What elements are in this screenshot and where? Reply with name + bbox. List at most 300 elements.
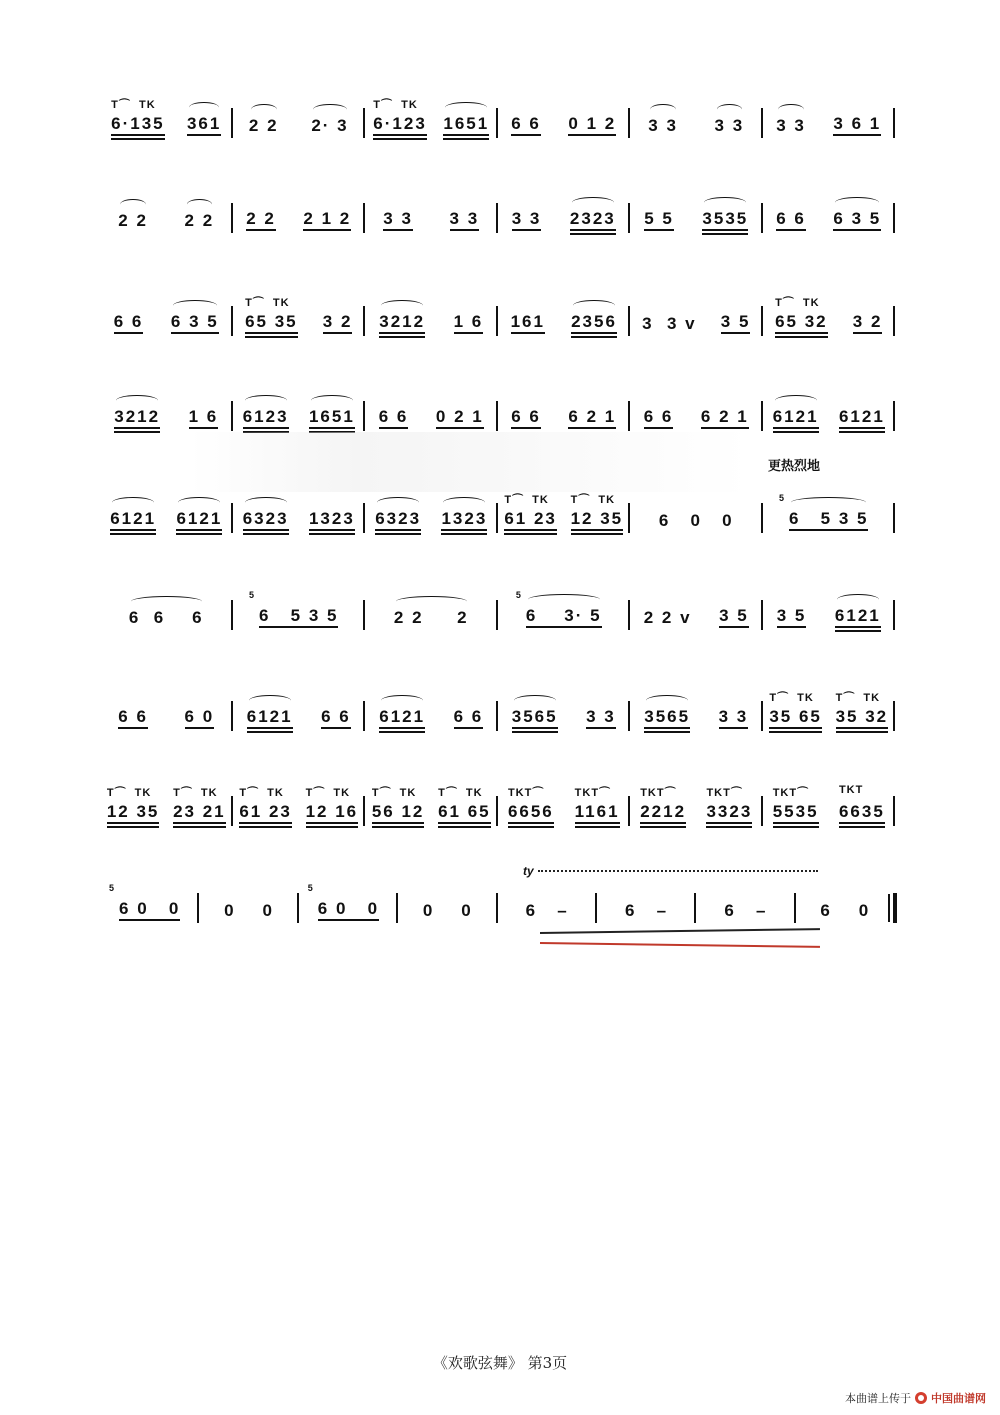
note-group xyxy=(574,787,620,824)
grace-note: 5 xyxy=(779,493,785,503)
note-group xyxy=(515,590,602,628)
site-logo-icon xyxy=(915,1392,927,1404)
slur-arc xyxy=(189,102,219,113)
slur-arc xyxy=(112,497,154,508)
note-digits: 3 3 xyxy=(776,116,806,135)
note-group xyxy=(245,297,298,334)
note-digits: 6121 xyxy=(839,407,885,429)
note-group xyxy=(173,787,226,824)
measure xyxy=(100,495,233,539)
note-group xyxy=(640,787,687,824)
note-group xyxy=(423,901,473,921)
trill-label: ty xyxy=(523,864,534,878)
barline xyxy=(893,306,895,336)
note-group xyxy=(247,707,293,729)
note-digits: 6 0 0 xyxy=(318,899,379,921)
note-group xyxy=(246,209,276,231)
measure xyxy=(100,298,233,342)
note-digits: 5535 xyxy=(773,802,819,824)
grace-note: 5 xyxy=(515,590,521,600)
measure xyxy=(630,298,763,342)
note-digits: 6 0 0 xyxy=(119,899,180,921)
barline xyxy=(893,203,895,233)
measure xyxy=(630,788,763,832)
note-digits: 6 3 5 xyxy=(171,312,219,334)
note-group xyxy=(187,114,221,136)
tonguing-mark: T⌒ TK xyxy=(373,99,418,111)
note-digits: 12 35 xyxy=(107,802,160,824)
note-digits: 6 6 xyxy=(379,407,409,429)
note-digits: 3 3 xyxy=(450,209,480,231)
measure xyxy=(763,393,896,437)
note-group xyxy=(305,787,359,824)
note-group xyxy=(224,901,274,921)
note-digits: 3 3 xyxy=(648,116,678,135)
note-digits: 6123 xyxy=(243,407,289,429)
note-digits: 3 5 xyxy=(777,606,807,628)
note-group xyxy=(820,901,870,921)
note-group xyxy=(114,407,160,429)
note-digits: 2 2 2 xyxy=(393,608,469,627)
grace-note: 5 xyxy=(307,883,313,893)
note-group xyxy=(779,493,869,531)
note-group xyxy=(724,901,767,921)
note-digits: 6 – xyxy=(625,901,669,920)
note-group xyxy=(526,901,569,921)
barline xyxy=(893,893,897,923)
note-group xyxy=(114,312,144,334)
note-digits: 3 3 v xyxy=(642,314,697,333)
barline xyxy=(893,701,895,731)
note-group xyxy=(243,509,289,531)
measure xyxy=(597,885,696,929)
note-group xyxy=(625,901,668,921)
tonguing-mark: T⌒ TK xyxy=(245,297,290,309)
tonguing-mark: T⌒ TK xyxy=(111,99,156,111)
note-group xyxy=(373,99,427,136)
note-digits: 6 3· 5 xyxy=(526,606,602,628)
measure xyxy=(100,393,233,437)
measure xyxy=(233,788,366,832)
note-group xyxy=(659,511,734,531)
score-line xyxy=(100,100,895,144)
note-digits: 6635 xyxy=(839,802,885,824)
slur-arc xyxy=(443,497,485,508)
tonguing-mark: T⌒ TK xyxy=(570,494,616,506)
measure xyxy=(233,393,366,437)
slur-arc xyxy=(445,102,487,113)
slur-arc xyxy=(717,104,743,115)
note-digits: 6121 xyxy=(247,707,293,729)
note-group xyxy=(644,209,674,231)
note-digits: 6 6 xyxy=(114,312,144,334)
note-group xyxy=(568,114,616,136)
tonguing-mark: T⌒ TK xyxy=(239,787,284,799)
score-line xyxy=(100,393,895,437)
note-digits: 3323 xyxy=(706,802,752,824)
note-group xyxy=(185,211,215,231)
note-digits: 65 35 xyxy=(245,312,298,334)
note-digits: 6 6 6 xyxy=(128,608,204,627)
slur-arc xyxy=(313,104,346,115)
measure xyxy=(498,393,631,437)
note-group xyxy=(702,209,748,231)
note-group xyxy=(833,114,881,136)
note-digits: 6 0 0 xyxy=(658,511,734,530)
score-line xyxy=(100,495,895,539)
measure xyxy=(498,885,597,929)
note-group xyxy=(706,787,753,824)
tonguing-mark: T⌒ TK xyxy=(438,787,483,799)
note-group xyxy=(511,114,541,136)
note-group xyxy=(118,211,148,231)
slur-arc xyxy=(245,395,287,406)
note-group xyxy=(379,707,425,729)
score-line xyxy=(100,784,895,832)
note-digits: 6121 xyxy=(110,509,156,531)
tonguing-mark: TKT⌒ xyxy=(640,787,677,799)
note-group xyxy=(644,407,674,429)
note-digits: 6 6 xyxy=(511,407,541,429)
measure xyxy=(498,693,631,737)
measure xyxy=(365,100,498,144)
note-digits: 6·123 xyxy=(373,114,426,136)
note-group xyxy=(719,707,749,729)
slur-arc xyxy=(514,695,556,706)
note-group xyxy=(586,707,616,729)
measure xyxy=(365,298,498,342)
slur-arc xyxy=(396,596,467,607)
page-footer-title: 《欢歌弦舞》 第3页 xyxy=(432,1354,568,1372)
note-group xyxy=(776,209,806,231)
note-group xyxy=(644,707,690,729)
slur-arc xyxy=(650,104,676,115)
note-group xyxy=(512,707,558,729)
tonguing-mark: T⌒ TK xyxy=(305,787,351,799)
measure xyxy=(299,885,398,929)
slur-arc xyxy=(377,497,419,508)
score-line xyxy=(100,693,895,737)
note-group xyxy=(644,608,692,628)
measure xyxy=(696,885,795,929)
note-group xyxy=(176,509,222,531)
note-group xyxy=(776,116,806,136)
barline xyxy=(893,600,895,630)
measure xyxy=(233,495,366,539)
barline xyxy=(893,401,895,431)
measure xyxy=(630,495,763,539)
slur-arc xyxy=(251,104,277,115)
note-digits: 5 5 xyxy=(644,209,674,231)
measure xyxy=(233,298,366,342)
note-group xyxy=(129,608,204,628)
score-line xyxy=(100,195,895,239)
note-group xyxy=(571,312,617,334)
note-digits: 2 1 2 xyxy=(303,209,351,231)
note-digits: 0 2 1 xyxy=(436,407,484,429)
measure xyxy=(365,195,498,239)
note-group xyxy=(769,692,822,729)
note-group xyxy=(309,509,355,531)
note-group xyxy=(511,312,545,334)
expression-marking: 更热烈地 xyxy=(768,459,821,474)
upload-watermark xyxy=(845,1390,986,1406)
measure xyxy=(763,592,896,636)
score-line xyxy=(100,592,895,636)
note-digits: 6121 xyxy=(773,407,819,429)
note-group xyxy=(839,407,885,429)
note-group xyxy=(568,407,616,429)
note-group xyxy=(110,509,156,531)
note-group xyxy=(512,209,542,231)
note-digits: 161 xyxy=(511,312,545,334)
tonguing-mark: TKT⌒ xyxy=(507,787,545,799)
note-group xyxy=(394,608,469,628)
note-digits: 0 0 xyxy=(422,901,473,920)
note-digits: 6 0 xyxy=(820,901,871,920)
note-group xyxy=(438,787,491,824)
note-digits: 3 2 xyxy=(323,312,353,334)
note-digits: 1 6 xyxy=(454,312,484,334)
note-digits: 6121 xyxy=(379,707,425,729)
slur-arc xyxy=(311,395,353,406)
grace-note: 5 xyxy=(109,883,115,893)
slur-arc xyxy=(778,104,804,115)
note-group xyxy=(111,99,165,136)
barline xyxy=(893,503,895,533)
note-digits: 2· 3 xyxy=(311,116,349,135)
tonguing-mark: T⌒ TK xyxy=(504,494,549,506)
note-digits: 3565 xyxy=(644,707,690,729)
note-group xyxy=(853,312,883,334)
note-group xyxy=(454,707,484,729)
measure xyxy=(763,784,896,832)
measure xyxy=(365,693,498,737)
note-group xyxy=(454,312,484,334)
note-digits: 0 1 2 xyxy=(568,114,616,136)
note-group xyxy=(570,494,624,531)
note-digits: 1651 xyxy=(443,114,489,136)
note-digits: 6 2 1 xyxy=(701,407,749,429)
measure xyxy=(796,885,895,929)
score-line xyxy=(100,885,895,929)
note-group xyxy=(106,787,160,824)
note-digits: 6 6 xyxy=(454,707,484,729)
slur-arc xyxy=(381,300,423,311)
note-digits: 65 32 xyxy=(775,312,828,334)
note-group xyxy=(719,606,749,628)
note-digits: 6 0 xyxy=(185,707,215,729)
note-group xyxy=(303,209,351,231)
slur-arc xyxy=(173,300,217,311)
tonguing-mark: TKT⌒ xyxy=(574,787,612,799)
note-group xyxy=(772,787,819,824)
note-digits: 6 – xyxy=(724,901,768,920)
measure xyxy=(630,393,763,437)
slur-arc xyxy=(837,594,879,605)
measure xyxy=(233,693,366,737)
note-digits: 35 65 xyxy=(769,707,822,729)
note-group xyxy=(379,407,409,429)
note-group xyxy=(171,312,219,334)
measure xyxy=(630,195,763,239)
note-group xyxy=(833,209,881,231)
note-group xyxy=(185,707,215,729)
note-digits: 6 6 xyxy=(511,114,541,136)
note-digits: 6 5 3 5 xyxy=(259,606,338,628)
note-group xyxy=(721,312,751,334)
note-group xyxy=(249,116,279,136)
note-group xyxy=(307,883,380,921)
measure xyxy=(498,195,631,239)
note-digits: 6323 xyxy=(375,509,421,531)
measure xyxy=(365,592,498,636)
note-digits: 56 12 xyxy=(372,802,425,824)
tonguing-mark: T⌒ TK xyxy=(371,787,417,799)
slur-arc xyxy=(704,197,746,208)
note-digits: 3 2 xyxy=(853,312,883,334)
note-digits: 6121 xyxy=(176,509,222,531)
barline xyxy=(893,796,895,826)
measure xyxy=(199,885,298,929)
note-group xyxy=(511,407,541,429)
note-group xyxy=(835,692,889,729)
note-group xyxy=(701,407,749,429)
note-digits: 3535 xyxy=(702,209,748,231)
note-group xyxy=(504,494,557,531)
slur-arc xyxy=(116,395,158,406)
note-digits: 0 0 xyxy=(224,901,274,920)
note-digits: 6121 xyxy=(835,606,881,628)
smudge-mark xyxy=(190,432,750,492)
note-digits: 3 5 xyxy=(719,606,749,628)
measure xyxy=(498,592,631,636)
tonguing-mark: T⌒ TK xyxy=(775,297,820,309)
note-group xyxy=(311,116,348,136)
note-group xyxy=(773,407,819,429)
measure xyxy=(233,100,366,144)
measure xyxy=(100,693,233,737)
note-digits: 6323 xyxy=(243,509,289,531)
note-digits: 3212 xyxy=(379,312,425,334)
slur-arc xyxy=(573,300,615,311)
measure xyxy=(763,495,896,539)
note-group xyxy=(371,787,425,824)
note-digits: 2 2 xyxy=(118,211,148,230)
note-group xyxy=(321,707,351,729)
note-digits: 12 16 xyxy=(306,802,359,824)
note-digits: 2323 xyxy=(570,209,616,231)
measure xyxy=(233,195,366,239)
hairpin-lower xyxy=(540,942,820,948)
note-digits: 61 23 xyxy=(504,509,557,531)
note-digits: 2 2 xyxy=(246,209,276,231)
note-group xyxy=(835,606,881,628)
measure xyxy=(100,100,233,144)
note-digits: 6 3 5 xyxy=(833,209,881,231)
slur-arc xyxy=(646,695,688,706)
note-group xyxy=(249,590,339,628)
note-digits: 2 2 xyxy=(184,211,215,230)
note-group xyxy=(777,606,807,628)
measure xyxy=(630,100,763,144)
upload-prefix: 本曲谱上传于 xyxy=(845,1392,911,1405)
note-digits: 6 5 3 5 xyxy=(789,509,868,531)
note-digits: 2 2 xyxy=(248,116,279,135)
measure xyxy=(630,592,763,636)
note-group xyxy=(243,407,289,429)
note-digits: 6 6 xyxy=(321,707,351,729)
note-group xyxy=(239,787,292,824)
measure xyxy=(763,100,896,144)
note-digits: 6 6 xyxy=(776,209,806,231)
measure xyxy=(498,298,631,342)
tonguing-mark: TKT⌒ xyxy=(772,787,810,799)
note-digits: 3 3 xyxy=(383,209,413,231)
note-group xyxy=(309,407,355,429)
note-digits: 361 xyxy=(187,114,221,136)
measure xyxy=(365,495,498,539)
note-digits: 3 3 xyxy=(512,209,542,231)
barline xyxy=(893,108,895,138)
note-digits: 2212 xyxy=(640,802,686,824)
note-group xyxy=(441,509,487,531)
note-digits: 3 5 xyxy=(721,312,751,334)
slur-arc xyxy=(131,596,202,607)
note-group xyxy=(715,116,745,136)
slur-arc xyxy=(381,695,423,706)
note-group xyxy=(383,209,413,231)
note-group xyxy=(323,312,353,334)
note-group xyxy=(648,116,678,136)
note-digits: 1323 xyxy=(441,509,487,531)
site-name: 中国曲谱网 xyxy=(931,1392,986,1405)
tonguing-mark: T⌒ TK xyxy=(769,692,814,704)
note-digits: 35 32 xyxy=(836,707,889,729)
slur-arc xyxy=(791,497,866,508)
measure xyxy=(498,788,631,832)
note-group xyxy=(838,784,885,824)
note-digits: 3 3 xyxy=(586,707,616,729)
measure xyxy=(498,100,631,144)
note-digits: 61 23 xyxy=(239,802,292,824)
tonguing-mark: TKT xyxy=(838,784,864,796)
note-group xyxy=(118,707,148,729)
tonguing-mark: T⌒ TK xyxy=(106,787,152,799)
note-digits: 2 2 v xyxy=(643,608,692,627)
slur-arc xyxy=(187,199,213,210)
note-group xyxy=(450,209,480,231)
tonguing-mark: T⌒ TK xyxy=(173,787,218,799)
measure xyxy=(763,195,896,239)
note-group xyxy=(570,209,616,231)
slur-arc xyxy=(249,695,291,706)
slur-arc xyxy=(178,497,220,508)
measure xyxy=(763,298,896,342)
measure xyxy=(763,693,896,737)
grace-note: 5 xyxy=(249,590,255,600)
slur-arc xyxy=(120,199,146,210)
note-group xyxy=(775,297,828,334)
note-digits: 6 6 xyxy=(118,707,148,729)
note-group xyxy=(109,883,181,921)
note-digits: 3 6 1 xyxy=(833,114,881,136)
note-digits: 1161 xyxy=(575,802,620,824)
slur-arc xyxy=(835,197,879,208)
note-group xyxy=(436,407,484,429)
trill-line xyxy=(538,870,818,876)
note-group xyxy=(642,314,697,334)
